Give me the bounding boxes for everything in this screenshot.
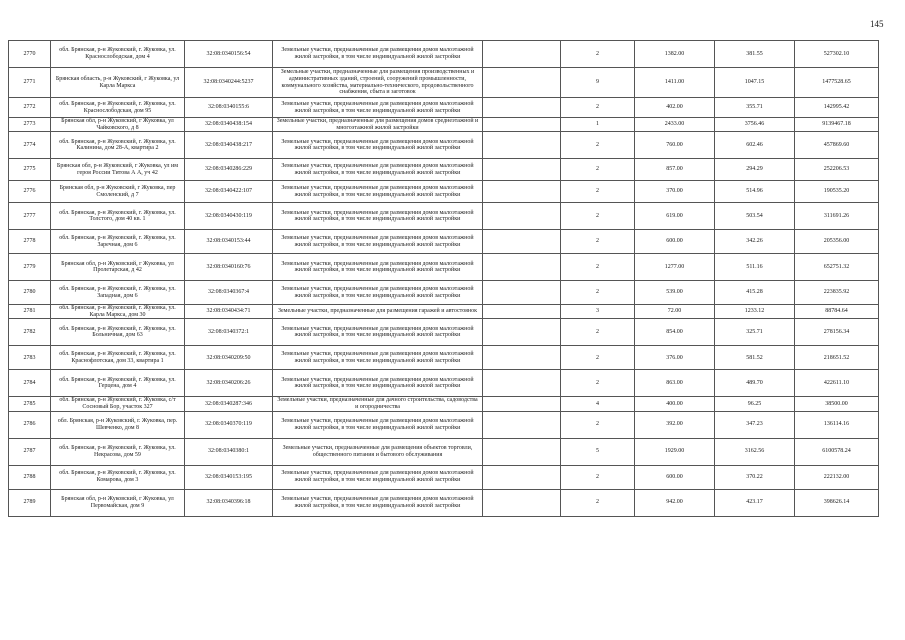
row-cadastral-value: 38500.00 xyxy=(795,397,879,411)
row-empty-cell xyxy=(483,41,561,68)
row-empty-cell xyxy=(483,230,561,254)
table-row xyxy=(9,118,879,132)
row-area: 600.00 xyxy=(635,465,715,489)
row-empty-cell xyxy=(483,281,561,305)
row-cadastral-value: 1477528.65 xyxy=(795,68,879,98)
row-land-use: Земельные участки, предназначенные для размещения домов малоэтажной жилой застройки, в том числе индивидуальной жилой застройки xyxy=(273,489,483,516)
row-specific-value: 581.52 xyxy=(715,346,795,370)
row-cadastral-number: 32:08:0340434:71 xyxy=(185,305,273,319)
row-cadastral-value: 190535.20 xyxy=(795,181,879,203)
row-empty-cell xyxy=(483,118,561,132)
table-row xyxy=(9,346,879,370)
row-specific-value: 514.96 xyxy=(715,181,795,203)
row-cadastral-value: 6100578.24 xyxy=(795,438,879,465)
row-empty-cell xyxy=(483,181,561,203)
row-land-use: Земельные участки, предназначенные для размещения домов малоэтажной жилой застройки, в том числе индивидуальной жилой застройки xyxy=(273,230,483,254)
row-address: Брянская обл, р-н Жуковский, г Жуковка, ул им героя России Титова А А, уч 42 xyxy=(51,159,185,181)
row-specific-value: 1233.12 xyxy=(715,305,795,319)
row-cadastral-number: 32:08:0340209:50 xyxy=(185,346,273,370)
table-body xyxy=(9,41,879,517)
row-specific-value: 423.17 xyxy=(715,489,795,516)
row-area: 619.00 xyxy=(635,203,715,230)
row-address: обл. Брянская, р-н Жуковский, г. Жуковка, ул. Краснофлотская, дом 33, квартира 1 xyxy=(51,346,185,370)
row-cadastral-value: 222132.00 xyxy=(795,465,879,489)
row-empty-cell xyxy=(483,397,561,411)
row-cadastral-value: 142995.42 xyxy=(795,98,879,118)
row-number: 2770 xyxy=(9,41,51,68)
row-area: 392.00 xyxy=(635,411,715,438)
row-group: 2 xyxy=(561,281,635,305)
row-address: обл. Брянская, р-н Жуковский, г. Жуковка, ул. Западная, дом 6 xyxy=(51,281,185,305)
row-address: Брянская область, р-н Жуковский, г Жуковка, ул Карла Маркса xyxy=(51,68,185,98)
row-land-use: Земельные участки, предназначенные для размещения домов малоэтажной жилой застройки, в том числе индивидуальной жилой застройки xyxy=(273,159,483,181)
table-row xyxy=(9,68,879,98)
table-row xyxy=(9,254,879,281)
row-land-use: Земельные участки, предназначенные для размещения объектов торговли, общественного питания и бытового обслуживания xyxy=(273,438,483,465)
row-specific-value: 325.71 xyxy=(715,319,795,346)
row-empty-cell xyxy=(483,305,561,319)
row-group: 2 xyxy=(561,181,635,203)
row-number: 2787 xyxy=(9,438,51,465)
row-land-use: Земельные участки, предназначенные для размещения домов малоэтажной жилой застройки, в том числе индивидуальной жилой застройки xyxy=(273,370,483,397)
row-group: 4 xyxy=(561,397,635,411)
row-address: обл. Брянская, р-н Жуковский, г. Жуковка, ул. Толстого, дом 40 кв. 1 xyxy=(51,203,185,230)
row-area: 863.00 xyxy=(635,370,715,397)
table-row xyxy=(9,465,879,489)
row-number: 2779 xyxy=(9,254,51,281)
row-land-use: Земельные участки, предназначенные для размещения домов малоэтажной жилой застройки, в том числе индивидуальной жилой застройки xyxy=(273,98,483,118)
row-number: 2777 xyxy=(9,203,51,230)
row-area: 2433.00 xyxy=(635,118,715,132)
row-specific-value: 503.54 xyxy=(715,203,795,230)
row-group: 2 xyxy=(561,230,635,254)
table-row xyxy=(9,203,879,230)
row-area: 857.00 xyxy=(635,159,715,181)
row-specific-value: 3162.56 xyxy=(715,438,795,465)
row-specific-value: 96.25 xyxy=(715,397,795,411)
row-empty-cell xyxy=(483,98,561,118)
row-cadastral-number: 32:08:0340286:229 xyxy=(185,159,273,181)
row-specific-value: 347.23 xyxy=(715,411,795,438)
row-group: 2 xyxy=(561,465,635,489)
row-cadastral-number: 32:08:0340438:217 xyxy=(185,132,273,159)
row-number: 2774 xyxy=(9,132,51,159)
row-group: 2 xyxy=(561,159,635,181)
row-group: 9 xyxy=(561,68,635,98)
row-group: 2 xyxy=(561,411,635,438)
row-cadastral-number: 32:08:0340156:54 xyxy=(185,41,273,68)
row-address: Брянская обл, р-н Жуковский, г Жуковка, ул Первомайская, дом 9 xyxy=(51,489,185,516)
table-row xyxy=(9,132,879,159)
table-row xyxy=(9,230,879,254)
row-cadastral-number: 32:08:0340206:26 xyxy=(185,370,273,397)
row-cadastral-value: 278156.34 xyxy=(795,319,879,346)
row-cadastral-number: 32:08:0340380:1 xyxy=(185,438,273,465)
row-number: 2778 xyxy=(9,230,51,254)
row-address: обл. Брянская, р-н Жуковский, г. Жуковка, пер. Шевченко, дом 8 xyxy=(51,411,185,438)
table-row xyxy=(9,305,879,319)
row-specific-value: 342.26 xyxy=(715,230,795,254)
row-specific-value: 511.16 xyxy=(715,254,795,281)
row-specific-value: 381.55 xyxy=(715,41,795,68)
row-area: 600.00 xyxy=(635,230,715,254)
row-cadastral-value: 88784.64 xyxy=(795,305,879,319)
row-land-use: Земельные участки, предназначенные для размещения домов малоэтажной жилой застройки, в том числе индивидуальной жилой застройки xyxy=(273,319,483,346)
row-area: 539.00 xyxy=(635,281,715,305)
row-area: 760.00 xyxy=(635,132,715,159)
row-specific-value: 1047.15 xyxy=(715,68,795,98)
row-empty-cell xyxy=(483,68,561,98)
table-row xyxy=(9,181,879,203)
row-empty-cell xyxy=(483,465,561,489)
row-number: 2788 xyxy=(9,465,51,489)
row-empty-cell xyxy=(483,489,561,516)
row-empty-cell xyxy=(483,159,561,181)
row-number: 2776 xyxy=(9,181,51,203)
page-number: 145 xyxy=(870,19,884,29)
row-number: 2781 xyxy=(9,305,51,319)
row-cadastral-value: 527302.10 xyxy=(795,41,879,68)
table-row xyxy=(9,489,879,516)
row-number: 2789 xyxy=(9,489,51,516)
row-cadastral-value: 252206.53 xyxy=(795,159,879,181)
row-empty-cell xyxy=(483,346,561,370)
land-registry-table xyxy=(8,40,879,517)
row-group: 5 xyxy=(561,438,635,465)
row-area: 402.00 xyxy=(635,98,715,118)
row-number: 2773 xyxy=(9,118,51,132)
row-area: 942.00 xyxy=(635,489,715,516)
row-land-use: Земельные участки, предназначенные для размещения домов среднеэтажной и многоэтажной жилой застройки xyxy=(273,118,483,132)
row-cadastral-number: 32:08:0340160:76 xyxy=(185,254,273,281)
row-land-use: Земельные участки, предназначенные для размещения гаражей и автостоянок xyxy=(273,305,483,319)
table-row xyxy=(9,319,879,346)
row-address: обл. Брянская, р-н Жуковский, г. Жуковка, ул. Больничная, дом 63 xyxy=(51,319,185,346)
table-row xyxy=(9,370,879,397)
row-address: обл. Брянская, р-н Жуковский, г. Жуковка, с/т Сосновый Бор, участок 327 xyxy=(51,397,185,411)
row-specific-value: 294.29 xyxy=(715,159,795,181)
row-number: 2772 xyxy=(9,98,51,118)
table-row xyxy=(9,438,879,465)
row-land-use: Земельные участки, предназначенные для размещения производственных и административных зданий, строений, сооружений промышленности, коммунального хозяйства, материально-технического, продовольственного снабжения, сбыта и заготовок xyxy=(273,68,483,98)
row-address: обл. Брянская, р-н Жуковский, г. Жуковка, ул. Краснослободская, дом 4 xyxy=(51,41,185,68)
row-empty-cell xyxy=(483,254,561,281)
row-cadastral-value: 311691.26 xyxy=(795,203,879,230)
row-cadastral-number: 32:08:0340438:154 xyxy=(185,118,273,132)
row-cadastral-number: 32:08:0340287:346 xyxy=(185,397,273,411)
row-cadastral-number: 32:08:0340153:44 xyxy=(185,230,273,254)
row-number: 2780 xyxy=(9,281,51,305)
row-specific-value: 355.71 xyxy=(715,98,795,118)
row-area: 370.00 xyxy=(635,181,715,203)
row-land-use: Земельные участки, предназначенные для размещения домов малоэтажной жилой застройки, в том числе индивидуальной жилой застройки xyxy=(273,181,483,203)
row-land-use: Земельные участки, предназначенные для размещения домов малоэтажной жилой застройки, в том числе индивидуальной жилой застройки xyxy=(273,132,483,159)
row-cadastral-number: 32:08:0340244:5237 xyxy=(185,68,273,98)
row-empty-cell xyxy=(483,411,561,438)
row-cadastral-value: 223835.92 xyxy=(795,281,879,305)
row-area: 1382.00 xyxy=(635,41,715,68)
table-row xyxy=(9,281,879,305)
row-address: обл. Брянская, р-н Жуковский, г. Жуковка, ул. Некрасова, дом 59 xyxy=(51,438,185,465)
row-empty-cell xyxy=(483,203,561,230)
row-cadastral-number: 32:08:0340367:4 xyxy=(185,281,273,305)
row-number: 2785 xyxy=(9,397,51,411)
row-land-use: Земельные участки, предназначенные для размещения домов малоэтажной жилой застройки, в том числе индивидуальной жилой застройки xyxy=(273,254,483,281)
row-area: 72.00 xyxy=(635,305,715,319)
row-empty-cell xyxy=(483,370,561,397)
row-group: 2 xyxy=(561,98,635,118)
row-number: 2784 xyxy=(9,370,51,397)
row-number: 2771 xyxy=(9,68,51,98)
row-area: 1277.00 xyxy=(635,254,715,281)
row-empty-cell xyxy=(483,438,561,465)
row-address: обл. Брянская, р-н Жуковский, г. Жуковка, ул. Краснослободская, дом 95 xyxy=(51,98,185,118)
row-cadastral-number: 32:08:0340153:195 xyxy=(185,465,273,489)
row-land-use: Земельные участки, предназначенные для размещения домов малоэтажной жилой застройки, в том числе индивидуальной жилой застройки xyxy=(273,346,483,370)
row-area: 1411.00 xyxy=(635,68,715,98)
row-number: 2775 xyxy=(9,159,51,181)
row-group: 3 xyxy=(561,305,635,319)
row-specific-value: 489.70 xyxy=(715,370,795,397)
row-cadastral-value: 422611.10 xyxy=(795,370,879,397)
row-land-use: Земельные участки, предназначенные для размещения домов малоэтажной жилой застройки, в том числе индивидуальной жилой застройки xyxy=(273,411,483,438)
row-land-use: Земельные участки, предназначенные для дачного строительства, садоводства и огородничества xyxy=(273,397,483,411)
row-cadastral-value: 218651.52 xyxy=(795,346,879,370)
table-row xyxy=(9,411,879,438)
table-row xyxy=(9,98,879,118)
row-cadastral-value: 136114.16 xyxy=(795,411,879,438)
row-cadastral-number: 32:08:0340430:119 xyxy=(185,203,273,230)
row-empty-cell xyxy=(483,132,561,159)
row-area: 1929.00 xyxy=(635,438,715,465)
row-cadastral-number: 32:08:0340396:18 xyxy=(185,489,273,516)
row-address: Брянская обл, р-н Жуковский, г Жуковка, пер Смоленский, д 7 xyxy=(51,181,185,203)
row-specific-value: 415.28 xyxy=(715,281,795,305)
row-group: 2 xyxy=(561,254,635,281)
row-cadastral-number: 32:08:0340372:1 xyxy=(185,319,273,346)
row-address: обл. Брянская, р-н Жуковский, г. Жуковка, ул. Комарова, дом 3 xyxy=(51,465,185,489)
row-address: Брянская обл, р-н Жуковский, г Жуковка, ул Пролетарская, д 42 xyxy=(51,254,185,281)
row-number: 2783 xyxy=(9,346,51,370)
row-group: 2 xyxy=(561,203,635,230)
row-land-use: Земельные участки, предназначенные для размещения домов малоэтажной жилой застройки, в том числе индивидуальной жилой застройки xyxy=(273,41,483,68)
row-group: 2 xyxy=(561,489,635,516)
row-number: 2782 xyxy=(9,319,51,346)
row-area: 376.00 xyxy=(635,346,715,370)
row-empty-cell xyxy=(483,319,561,346)
table-row xyxy=(9,159,879,181)
row-area: 854.00 xyxy=(635,319,715,346)
row-cadastral-value: 9139467.18 xyxy=(795,118,879,132)
table-row xyxy=(9,397,879,411)
row-specific-value: 602.46 xyxy=(715,132,795,159)
row-address: обл. Брянская, р-н Жуковский, г. Жуковка, ул. Заречная, дом 6 xyxy=(51,230,185,254)
row-number: 2786 xyxy=(9,411,51,438)
row-cadastral-number: 32:08:0340370:119 xyxy=(185,411,273,438)
table-row xyxy=(9,41,879,68)
row-specific-value: 3756.46 xyxy=(715,118,795,132)
row-group: 2 xyxy=(561,370,635,397)
row-group: 2 xyxy=(561,132,635,159)
row-group: 2 xyxy=(561,319,635,346)
row-address: Брянская обл, р-н Жуковский, г Жуковка, ул Чайковского, д 8 xyxy=(51,118,185,132)
row-group: 1 xyxy=(561,118,635,132)
row-address: обл. Брянская, р-н Жуковский, г. Жуковка, ул. Герцена, дом 4 xyxy=(51,370,185,397)
row-cadastral-number: 32:08:0340422:107 xyxy=(185,181,273,203)
row-group: 2 xyxy=(561,346,635,370)
row-specific-value: 370.22 xyxy=(715,465,795,489)
row-land-use: Земельные участки, предназначенные для размещения домов малоэтажной жилой застройки, в том числе индивидуальной жилой застройки xyxy=(273,203,483,230)
row-cadastral-value: 398626.14 xyxy=(795,489,879,516)
row-cadastral-value: 205356.00 xyxy=(795,230,879,254)
row-address: обл. Брянская, р-н Жуковский, г. Жуковка, ул. Калинина, дом 28-А, квартира 2 xyxy=(51,132,185,159)
row-group: 2 xyxy=(561,41,635,68)
row-cadastral-number: 32:08:0340155:6 xyxy=(185,98,273,118)
row-address: обл. Брянская, р-н Жуковский, г. Жуковка, ул. Карла Маркса, дом 30 xyxy=(51,305,185,319)
row-cadastral-value: 457869.60 xyxy=(795,132,879,159)
row-cadastral-value: 652751.32 xyxy=(795,254,879,281)
row-land-use: Земельные участки, предназначенные для размещения домов малоэтажной жилой застройки, в том числе индивидуальной жилой застройки xyxy=(273,281,483,305)
row-land-use: Земельные участки, предназначенные для размещения домов малоэтажной жилой застройки, в том числе индивидуальной жилой застройки xyxy=(273,465,483,489)
row-area: 400.00 xyxy=(635,397,715,411)
